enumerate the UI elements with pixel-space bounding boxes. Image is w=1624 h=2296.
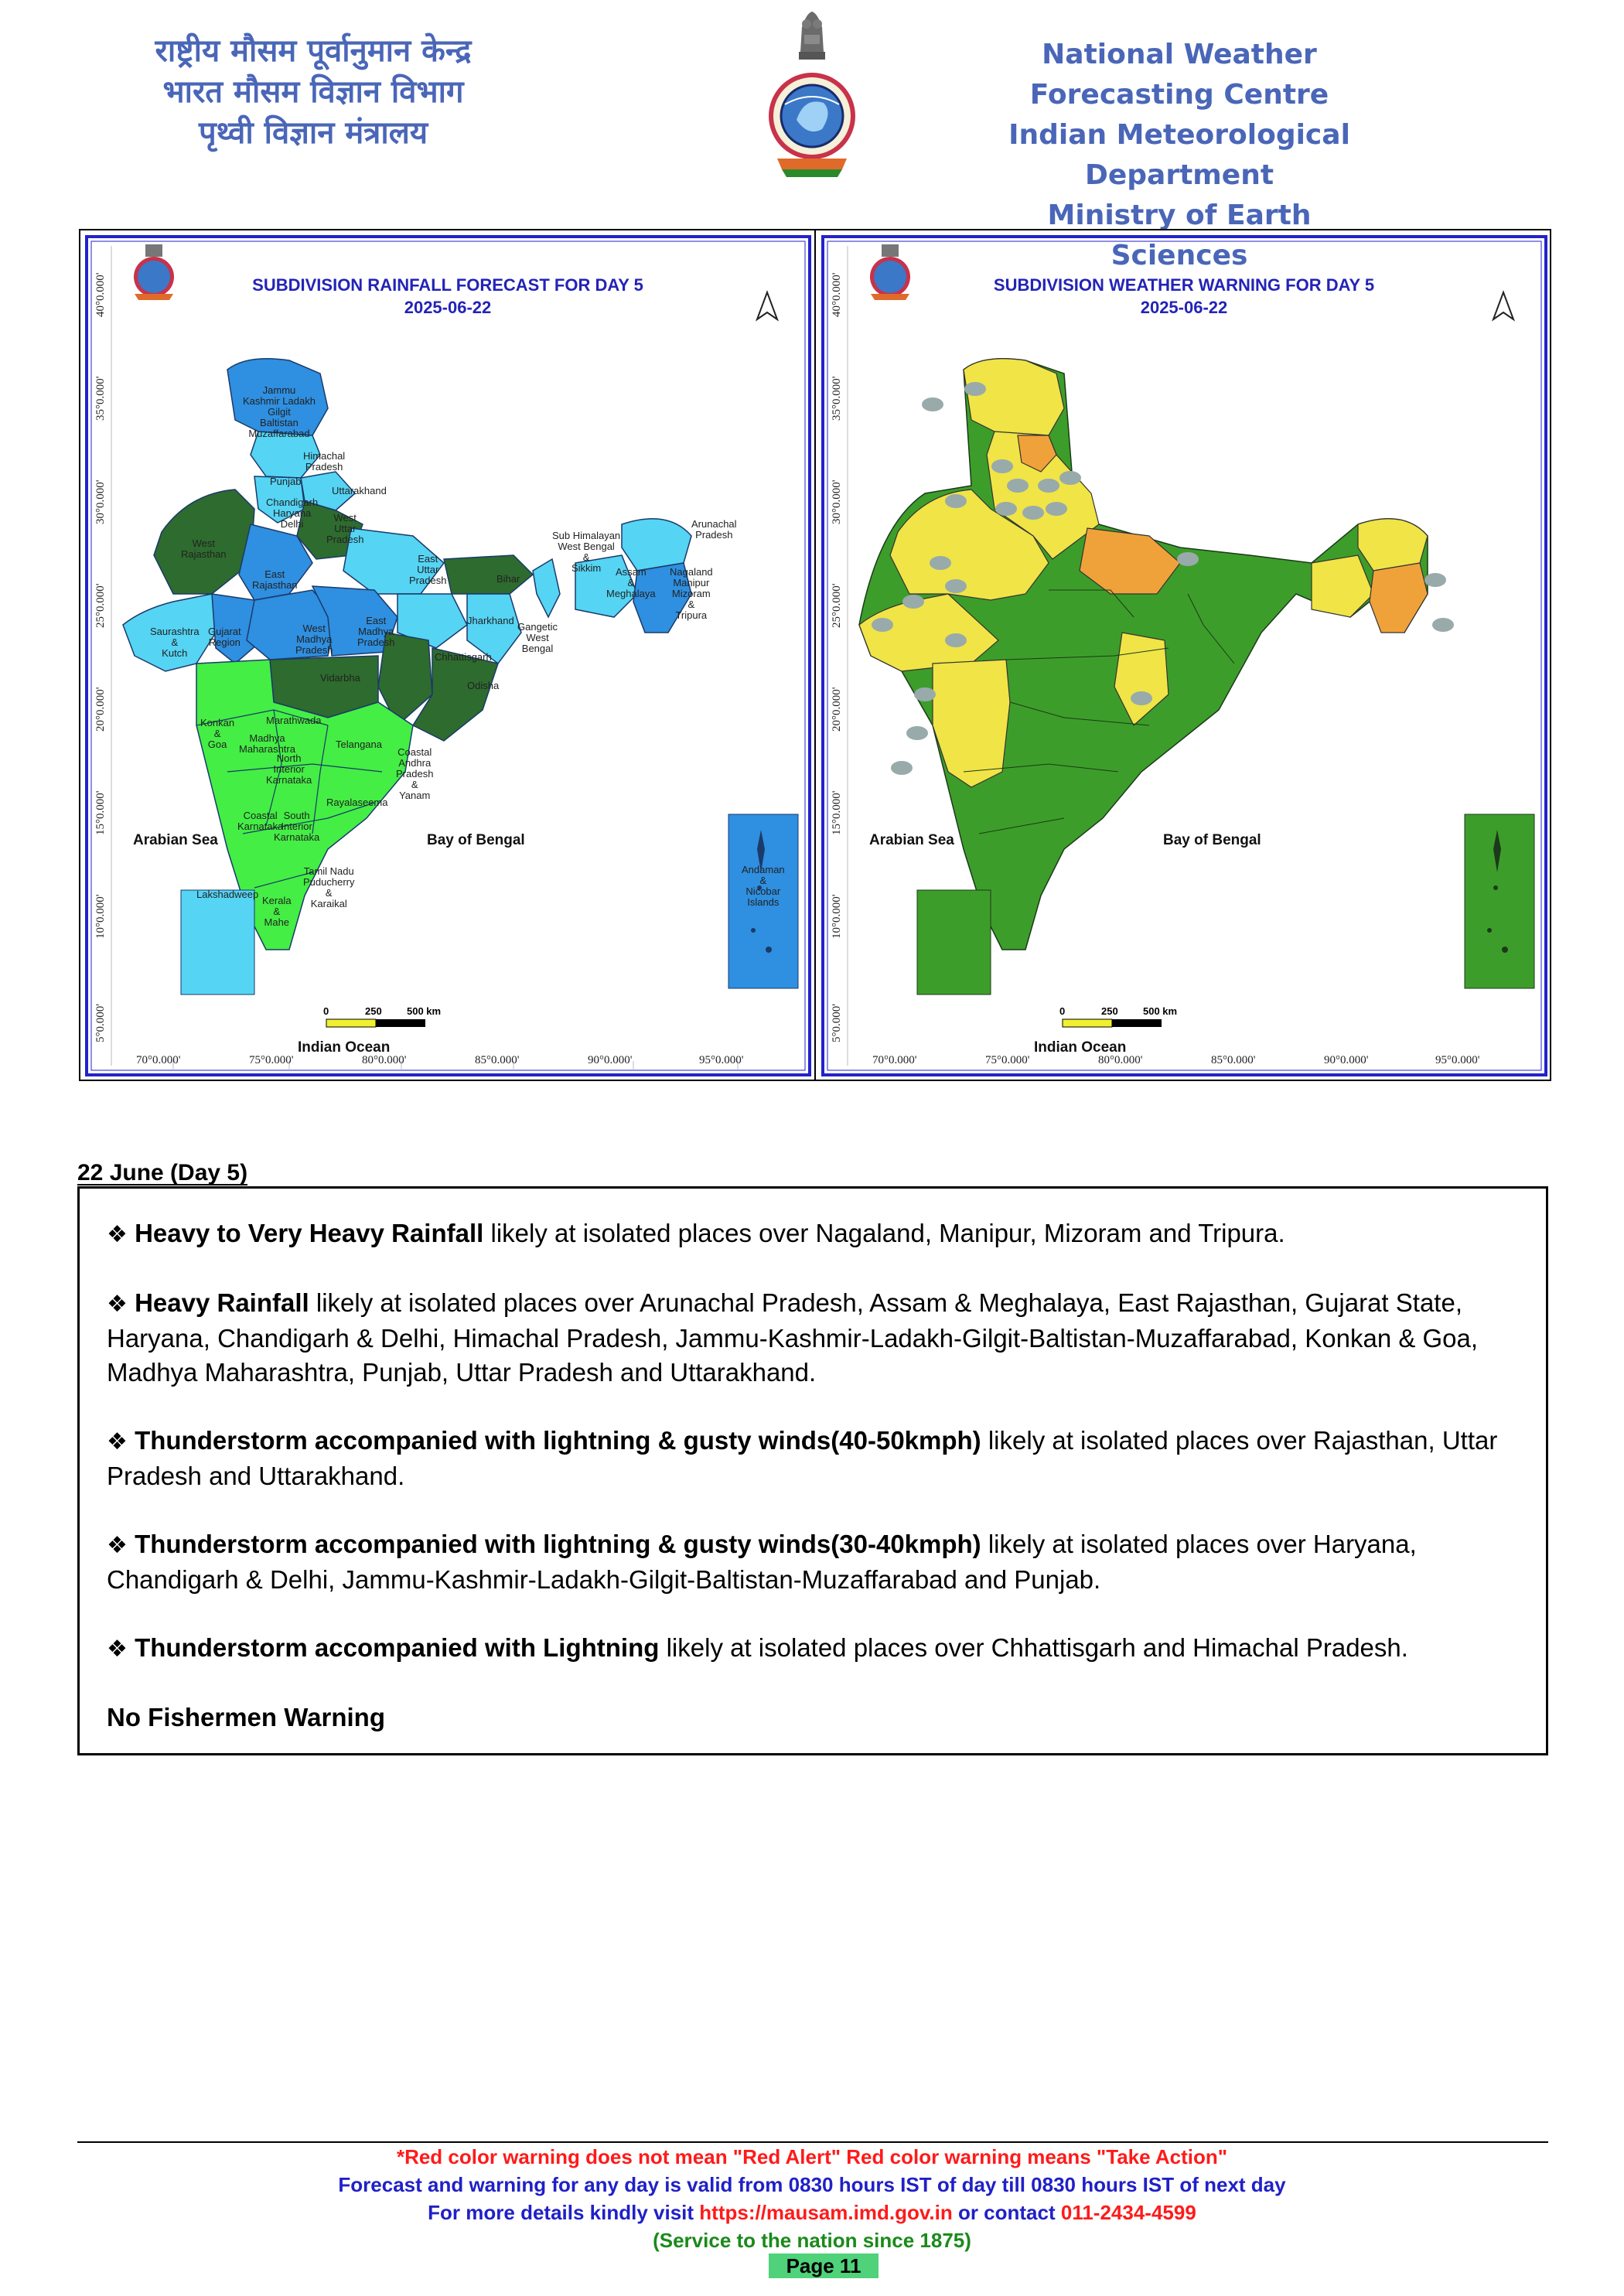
scale-label-250: 250 xyxy=(1101,1005,1118,1017)
label-cg: Chhattisgarh xyxy=(435,651,492,663)
footer-validity-note: Forecast and warning for any day is valid from 0830 hours IST of day till 0830 hours IST of next day xyxy=(338,2173,1286,2196)
warning-title: Thunderstorm accompanied with lightning & gusty winds(30-40kmph) xyxy=(135,1530,981,1558)
scale-label-0: 0 xyxy=(1059,1005,1066,1017)
lon-label-80: 80°0.000' xyxy=(362,1054,407,1066)
label-asm: Assam & Meghalaya xyxy=(606,566,656,599)
lat-label-25: 25°0.000' xyxy=(94,583,107,628)
label-gwb: Gangetic West Bengal xyxy=(517,621,558,654)
lat-label-35: 35°0.000' xyxy=(831,376,843,421)
lat-label-15: 15°0.000' xyxy=(831,790,843,835)
warning-map-date: 2025-06-22 xyxy=(1140,298,1228,317)
lat-label-40: 40°0.000' xyxy=(94,272,107,317)
weather-warning-map xyxy=(817,230,1552,1081)
warning-map-title: SUBDIVISION WEATHER WARNING FOR DAY 5 xyxy=(993,275,1375,295)
page-number: Page 11 xyxy=(769,2253,879,2278)
footer-contact xyxy=(0,2199,1624,2226)
lat-label-25: 25°0.000' xyxy=(831,583,843,628)
warning-item xyxy=(107,1631,1520,1667)
lon-label-75: 75°0.000' xyxy=(985,1054,1030,1066)
label-bay-of-bengal: Bay of Bengal xyxy=(427,832,525,848)
label-arp: Arunachal Pradesh xyxy=(691,518,737,541)
label-chd: Chandigarh Haryana Delhi xyxy=(266,496,319,530)
lat-label-35: 35°0.000' xyxy=(94,376,107,421)
label-nik: North Interior Karnataka xyxy=(266,752,312,786)
label-km: Kerala & Mahe xyxy=(262,895,292,928)
lat-label-30: 30°0.000' xyxy=(831,479,843,524)
lon-label-80: 80°0.000' xyxy=(1098,1054,1143,1066)
bullet-icon: ❖ xyxy=(107,1221,128,1248)
hindi-line-2: भारत मौसम विज्ञान विभाग xyxy=(162,74,464,110)
english-line-1: National Weather Forecasting Centre xyxy=(1029,39,1329,111)
label-uk: Uttarakhand xyxy=(332,485,387,496)
scale-label-250: 250 xyxy=(365,1005,382,1017)
warning-title: Thunderstorm accompanied with lightning & gusty winds(40-50kmph) xyxy=(135,1426,981,1455)
label-lak: Lakshadweep xyxy=(196,889,259,900)
label-an: Andaman & Nicobar Islands xyxy=(742,864,785,908)
label-pb: Punjab xyxy=(270,476,302,487)
lat-label-10: 10°0.000' xyxy=(831,894,843,939)
label-capy: Coastal Andhra Pradesh & Yanam xyxy=(396,746,434,801)
lat-label-15: 15°0.000' xyxy=(94,790,107,835)
no-fishermen-warning: No Fishermen Warning xyxy=(107,1703,385,1731)
label-sk: Saurashtra & Kutch xyxy=(150,626,200,659)
hindi-line-1: राष्ट्रीय मौसम पूर्वानुमान केन्द्र xyxy=(155,33,472,69)
warning-map-graphic xyxy=(817,230,1552,1081)
warning-item xyxy=(107,1424,1520,1493)
label-sik: South Interior Karnataka xyxy=(274,810,320,843)
warning-item xyxy=(107,1286,1520,1390)
warning-item xyxy=(107,1216,1520,1252)
label-od: Odisha xyxy=(467,680,500,691)
scale-label-500: 500 km xyxy=(407,1005,442,1017)
lon-label-90: 90°0.000' xyxy=(588,1054,633,1066)
website-link[interactable]: https://mausam.imd.gov.in xyxy=(699,2201,953,2224)
lon-label-95: 95°0.000' xyxy=(1435,1054,1480,1066)
lon-label-70: 70°0.000' xyxy=(136,1054,181,1066)
warnings-box xyxy=(77,1186,1548,1755)
warning-text: likely at isolated places over Chhattisgarh and Himachal Pradesh. xyxy=(659,1633,1408,1662)
lon-label-85: 85°0.000' xyxy=(475,1054,520,1066)
label-indian-ocean: Indian Ocean xyxy=(1034,1039,1127,1056)
label-tel: Telangana xyxy=(336,739,382,750)
label-bay-of-bengal: Bay of Bengal xyxy=(1163,832,1261,848)
label-emp: East Madhya Pradesh xyxy=(357,615,395,648)
warning-item xyxy=(107,1527,1520,1597)
header-hindi-title xyxy=(120,31,507,154)
label-arabian-sea: Arabian Sea xyxy=(133,832,218,848)
label-wr: West Rajasthan xyxy=(181,537,227,560)
north-arrow-icon xyxy=(1493,292,1513,319)
warning-text: likely at isolated places over Haryana, Chandigarh & Delhi, Jammu-Kashmir-Ladakh-Gilgit-Baltistan-Muzaffarabad and Punjab. xyxy=(107,1530,1417,1594)
label-mar: Marathwada xyxy=(266,715,322,726)
label-tn: Tamil Nadu Puducherry & Karaikal xyxy=(303,865,355,909)
footer-red-note: *Red color warning does not mean "Red Alert" Red color warning means "Take Action" xyxy=(396,2145,1228,2168)
lon-label-85: 85°0.000' xyxy=(1211,1054,1256,1066)
rainfall-map-date: 2025-06-22 xyxy=(404,298,492,317)
lat-label-10: 10°0.000' xyxy=(94,894,107,939)
lon-label-90: 90°0.000' xyxy=(1324,1054,1369,1066)
lat-label-5: 5°0.000' xyxy=(94,1004,107,1042)
warning-text: likely at isolated places over Nagaland, Manipur, Mizoram and Tripura. xyxy=(483,1219,1285,1247)
lon-label-75: 75°0.000' xyxy=(249,1054,294,1066)
lat-label-30: 30°0.000' xyxy=(94,479,107,524)
bullet-icon: ❖ xyxy=(107,1291,128,1318)
lat-label-5: 5°0.000' xyxy=(831,1004,843,1042)
lon-label-70: 70°0.000' xyxy=(872,1054,917,1066)
warning-text: likely at isolated places over Arunachal Pradesh, Assam & Meghalaya, East Rajasthan, Gujarat State, Haryana, Chandigarh & Delhi, Himachal Pradesh, Jammu-Kashmir-Ladakh-Gilgit-Baltistan-Muzaffarabad, Konkan & Goa, Madhya Maharashtra, Punjab, Uttar Pradesh and Uttarakhand. xyxy=(107,1288,1479,1387)
phone-link[interactable]: 011-2434-4599 xyxy=(1060,2201,1196,2224)
small-emblem-icon xyxy=(134,244,174,300)
label-jh: Jharkhand xyxy=(467,615,514,626)
warning-title: Thunderstorm accompanied with Lightning xyxy=(135,1633,660,1662)
label-guj: Gujarat Region xyxy=(208,626,241,648)
label-hp: Himachal Pradesh xyxy=(303,450,346,473)
label-eup: East Uttar Pradesh xyxy=(409,553,447,586)
footer-contact-prefix: For more details kindly visit xyxy=(428,2201,700,2224)
label-shwb: Sub Himalayan West Bengal & Sikkim xyxy=(552,530,621,574)
label-mm: Madhya Maharashtra xyxy=(239,732,295,755)
hindi-line-3: पृथ्वी विज्ञान मंत्रालय xyxy=(198,115,428,151)
lon-label-95: 95°0.000' xyxy=(699,1054,744,1066)
label-wup: West Uttar Pradesh xyxy=(326,512,364,545)
lat-label-20: 20°0.000' xyxy=(94,687,107,732)
label-ck: Coastal Karnataka xyxy=(237,810,284,832)
lakshadweep-box xyxy=(181,890,254,994)
bullet-icon: ❖ xyxy=(107,1636,128,1663)
label-er: East Rajasthan xyxy=(252,568,298,591)
warning-title: Heavy Rainfall xyxy=(135,1288,309,1317)
label-wmp: West Madhya Pradesh xyxy=(295,623,333,656)
small-emblem-icon xyxy=(870,244,910,300)
warning-title: Heavy to Very Heavy Rainfall xyxy=(135,1219,484,1247)
lat-label-20: 20°0.000' xyxy=(831,687,843,732)
english-line-3: Ministry of Earth Sciences xyxy=(1047,200,1312,271)
label-ryl: Rayalaseema xyxy=(326,797,388,808)
rainfall-map-title: SUBDIVISION RAINFALL FORECAST FOR DAY 5 xyxy=(252,275,643,295)
footer-contact-mid: or contact xyxy=(952,2201,1061,2224)
bullet-icon: ❖ xyxy=(107,1532,128,1559)
rainfall-forecast-map xyxy=(80,230,816,1081)
lat-label-40: 40°0.000' xyxy=(831,272,843,317)
scale-label-500: 500 km xyxy=(1143,1005,1178,1017)
warning-text: likely at isolated places over Rajasthan, Uttar Pradesh and Uttarakhand. xyxy=(107,1426,1498,1490)
label-arabian-sea: Arabian Sea xyxy=(869,832,954,848)
north-arrow-icon xyxy=(757,292,777,319)
label-jk: Jammu Kashmir Ladakh Gilgit Baltistan Muzaffarabad xyxy=(243,384,316,439)
scale-bar xyxy=(326,1019,425,1027)
forecast-maps xyxy=(79,229,1551,1081)
day-heading: 22 June (Day 5) xyxy=(77,1160,248,1186)
english-line-2: Indian Meteorological Department xyxy=(1008,119,1350,191)
label-indian-ocean: Indian Ocean xyxy=(298,1039,391,1056)
label-vid: Vidarbha xyxy=(320,672,360,684)
footer-service-note: (Service to the nation since 1875) xyxy=(653,2229,971,2252)
label-bih: Bihar xyxy=(496,573,520,585)
scale-label-0: 0 xyxy=(323,1005,329,1017)
imd-emblem-icon xyxy=(762,4,862,182)
label-kg: Konkan & Goa xyxy=(200,717,235,750)
bullet-icon: ❖ xyxy=(107,1428,128,1455)
label-nmmt: Nagaland Manipur Mizoram & Tripura xyxy=(670,566,713,621)
